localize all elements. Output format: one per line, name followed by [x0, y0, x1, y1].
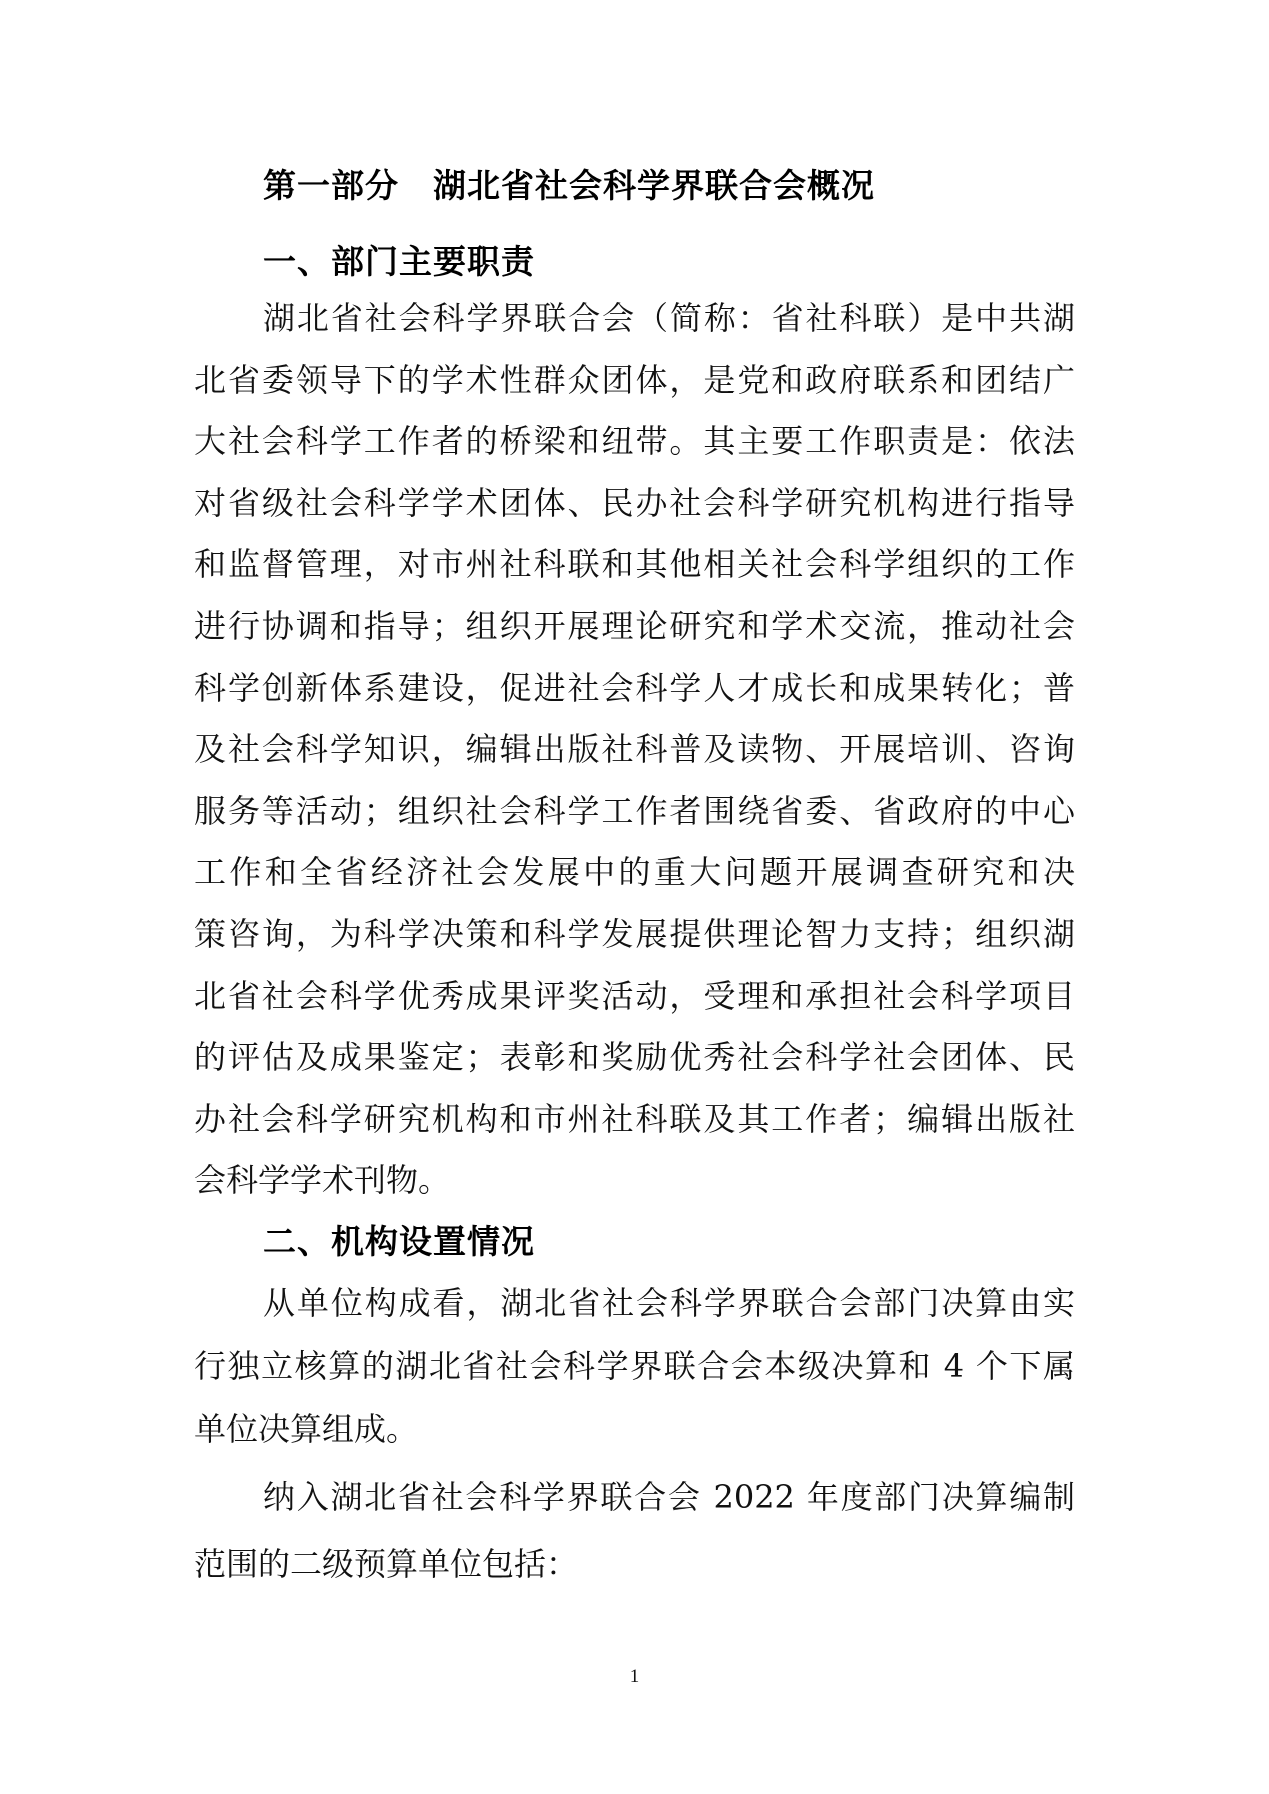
paragraph-line: 北省社会科学优秀成果评奖活动，受理和承担社会科学项目: [194, 977, 1075, 1015]
paragraph-line: 和监督管理，对市州社科联和其他相关社会科学组织的工作: [194, 545, 1075, 583]
paragraph-line: 及社会科学知识，编辑出版社科普及读物、开展培训、咨询: [194, 730, 1075, 768]
paragraph-line: 纳入湖北省社会科学界联合会 2022 年度部门决算编制: [263, 1478, 1075, 1516]
section-heading-organization: 二、机构设置情况: [263, 1222, 535, 1261]
paragraph-line: 行独立核算的湖北省社会科学界联合会本级决算和 4 个下属: [194, 1347, 1075, 1385]
paragraph-line: 单位决算组成。: [194, 1410, 419, 1448]
paragraph-line: 的评估及成果鉴定；表彰和奖励优秀社会科学社会团体、民: [194, 1038, 1075, 1076]
page-number: 1: [629, 1666, 640, 1687]
paragraph-line: 办社会科学研究机构和市州社科联及其工作者；编辑出版社: [194, 1100, 1075, 1138]
paragraph-line: 湖北省社会科学界联合会（简称：省社科联）是中共湖: [263, 299, 1075, 337]
paragraph-line: 工作和全省经济社会发展中的重大问题开展调查研究和决: [194, 853, 1075, 891]
part-title: 第一部分 湖北省社会科学界联合会概况: [263, 166, 875, 205]
paragraph-line: 对省级社会科学学术团体、民办社会科学研究机构进行指导: [194, 484, 1075, 522]
paragraph-line: 会科学学术刊物。: [194, 1161, 451, 1199]
paragraph-line: 北省委领导下的学术性群众团体，是党和政府联系和团结广: [194, 361, 1075, 399]
paragraph-line: 大社会科学工作者的桥梁和纽带。其主要工作职责是：依法: [194, 422, 1075, 460]
paragraph-line: 进行协调和指导；组织开展理论研究和学术交流，推动社会: [194, 607, 1075, 645]
section-heading-duties: 一、部门主要职责: [263, 242, 535, 281]
paragraph-line: 从单位构成看，湖北省社会科学界联合会部门决算由实: [263, 1284, 1075, 1322]
paragraph-line: 策咨询，为科学决策和科学发展提供理论智力支持；组织湖: [194, 915, 1075, 953]
paragraph-line: 服务等活动；组织社会科学工作者围绕省委、省政府的中心: [194, 792, 1075, 830]
paragraph-line: 科学创新体系建设，促进社会科学人才成长和成果转化；普: [194, 669, 1075, 707]
paragraph-line: 范围的二级预算单位包括：: [194, 1545, 579, 1583]
